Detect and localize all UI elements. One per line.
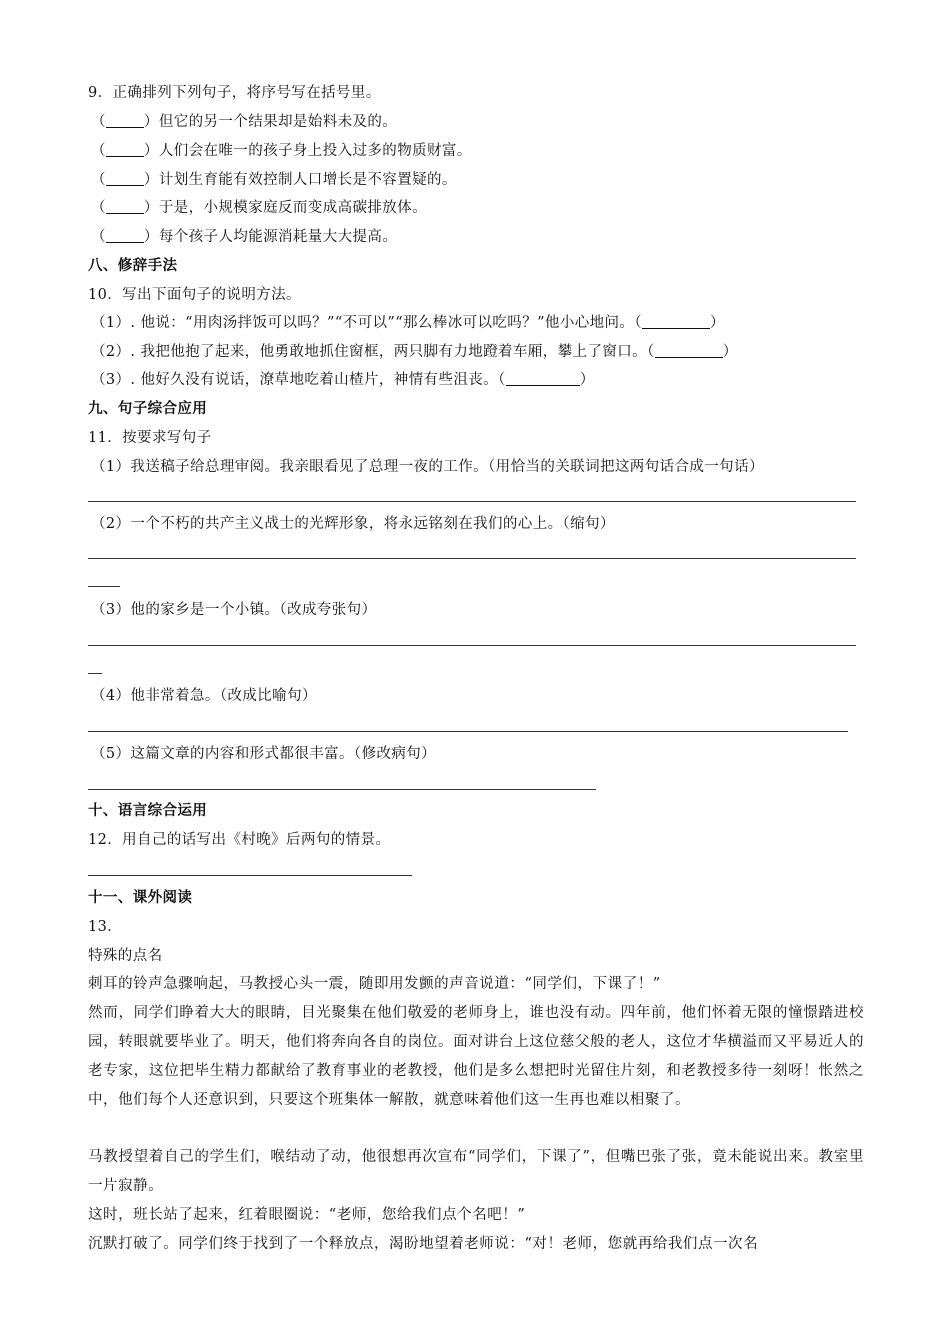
close-paren: ） [722, 344, 738, 360]
q11-item: （4）他非常着急。（改成比喻句） [91, 688, 317, 704]
q11-item: （2）一个不朽的共产主义战士的光辉形象，将永远铭刻在我们的心上。（缩句） [91, 516, 615, 532]
q10-item [91, 342, 738, 362]
answer-line[interactable] [88, 731, 848, 732]
q10-item-text: （1）. 他说：“用肉汤拌饭可以吗？”“不可以”“那么棒冰可以吃吗？”他小心地问。（ [91, 315, 642, 331]
section-heading: 十一、课外阅读 [88, 890, 193, 906]
section-heading: 九、句子综合应用 [88, 401, 208, 417]
q10-item [91, 370, 595, 390]
q9-item-text: 每个孩子人均能源消耗量大大提高。 [158, 229, 398, 245]
q9-item: （ ）但它的另一个结果却是始料未及的。 [91, 114, 398, 130]
story-paragraph: 沉默打破了。同学们终于找到了一个释放点，渴盼地望着老师说：“对！老师，您就再给我们点一次名 [88, 1236, 759, 1252]
q11-item: （3）他的家乡是一个小镇。（改成夸张句） [91, 602, 377, 618]
story-paragraph: 马教授望着自己的学生们，喉结动了动，他很想再次宣布“同学们，下课了”，但嘴巴张了张，竟未能说出来。教室里一片寂静。 [88, 1149, 864, 1194]
answer-blank[interactable] [106, 228, 144, 243]
section-heading: 十、语言综合运用 [88, 803, 208, 819]
answer-blank[interactable] [655, 343, 723, 358]
answer-line[interactable] [88, 645, 856, 646]
answer-line-continuation[interactable] [88, 673, 102, 674]
q9-title: 9．正确排列下列句子，将序号写在括号里。 [88, 85, 381, 101]
answer-line[interactable] [88, 501, 856, 502]
answer-line[interactable] [88, 558, 856, 559]
q11-item: （1）我送稿子给总理审阅。我亲眼看见了总理一夜的工作。（用恰当的关联词把这两句话合成一句话） [91, 459, 764, 475]
story-title: 特殊的点名 [88, 948, 163, 964]
q9-item-text: 计划生育能有效控制人口增长是不容置疑的。 [158, 172, 457, 188]
q9-item: （ ）每个孩子人均能源消耗量大大提高。 [91, 229, 398, 245]
story-paragraph: 刺耳的铃声急骤响起，马教授心头一震，随即用发颤的声音说道：“同学们，下课了！” [88, 976, 661, 992]
q9-item: （ ）于是，小规模家庭反而变成高碳排放体。 [91, 200, 428, 216]
q9-item: （ ）人们会在唯一的孩子身上投入过多的物质财富。 [91, 143, 472, 159]
answer-blank[interactable] [106, 113, 144, 128]
q10-item [91, 313, 725, 333]
q9-item-text: 但它的另一个结果却是始料未及的。 [158, 114, 398, 130]
q9-item-text: 于是，小规模家庭反而变成高碳排放体。 [158, 200, 428, 216]
answer-blank[interactable] [106, 199, 144, 214]
q9-item: （ ）计划生育能有效控制人口增长是不容置疑的。 [91, 172, 457, 188]
answer-blank[interactable] [106, 171, 144, 186]
close-paren: ） [579, 372, 595, 388]
story-paragraph: 然而，同学们睁着大大的眼睛，目光聚集在他们敬爱的老师身上，谁也没有动。四年前，他们怀着无限的憧憬踏进校园，转眼就要毕业了。明天，他们将奔向各自的岗位。面对讲台上这位慈父般的老人，这位才华横溢而又平易近人的老专家，这位把毕生精力都献给了教育事业的老教授，他们是多么想把时光留住片刻，和老教授多待一刻呀！怅然之中，他们每个人还意识到，只要这个班集体一解散，就意味着他们这一生再也难以相聚了。 [88, 1005, 864, 1108]
answer-line[interactable] [88, 789, 596, 790]
q10-item-text: （2）. 我把他抱了起来，他勇敢地抓住窗框，两只脚有力地蹬着车厢，攀上了窗口。（ [91, 344, 655, 360]
answer-line[interactable] [88, 875, 412, 876]
q11-title: 11．按要求写句子 [88, 430, 212, 446]
answer-blank[interactable] [506, 371, 580, 386]
q9-item-text: 人们会在唯一的孩子身上投入过多的物质财富。 [158, 143, 472, 159]
section-heading: 八、修辞手法 [88, 258, 178, 274]
q10-item-text: （3）. 他好久没有说话，潦草地吃着山楂片，神情有些沮丧。（ [91, 372, 506, 388]
q11-item: （5）这篇文章的内容和形式都很丰富。（修改病句） [91, 746, 437, 762]
q10-title: 10．写出下面句子的说明方法。 [88, 287, 301, 303]
close-paren: ） [709, 315, 725, 331]
story-paragraph: 这时，班长站了起来，红着眼圈说：“老师，您给我们点个名吧！” [88, 1207, 526, 1223]
q12-title: 12．用自己的话写出《村晚》后两句的情景。 [88, 832, 391, 848]
answer-blank[interactable] [642, 314, 710, 329]
answer-line-continuation[interactable] [88, 586, 120, 587]
q13-number: 13． [88, 919, 123, 935]
answer-blank[interactable] [106, 142, 144, 157]
